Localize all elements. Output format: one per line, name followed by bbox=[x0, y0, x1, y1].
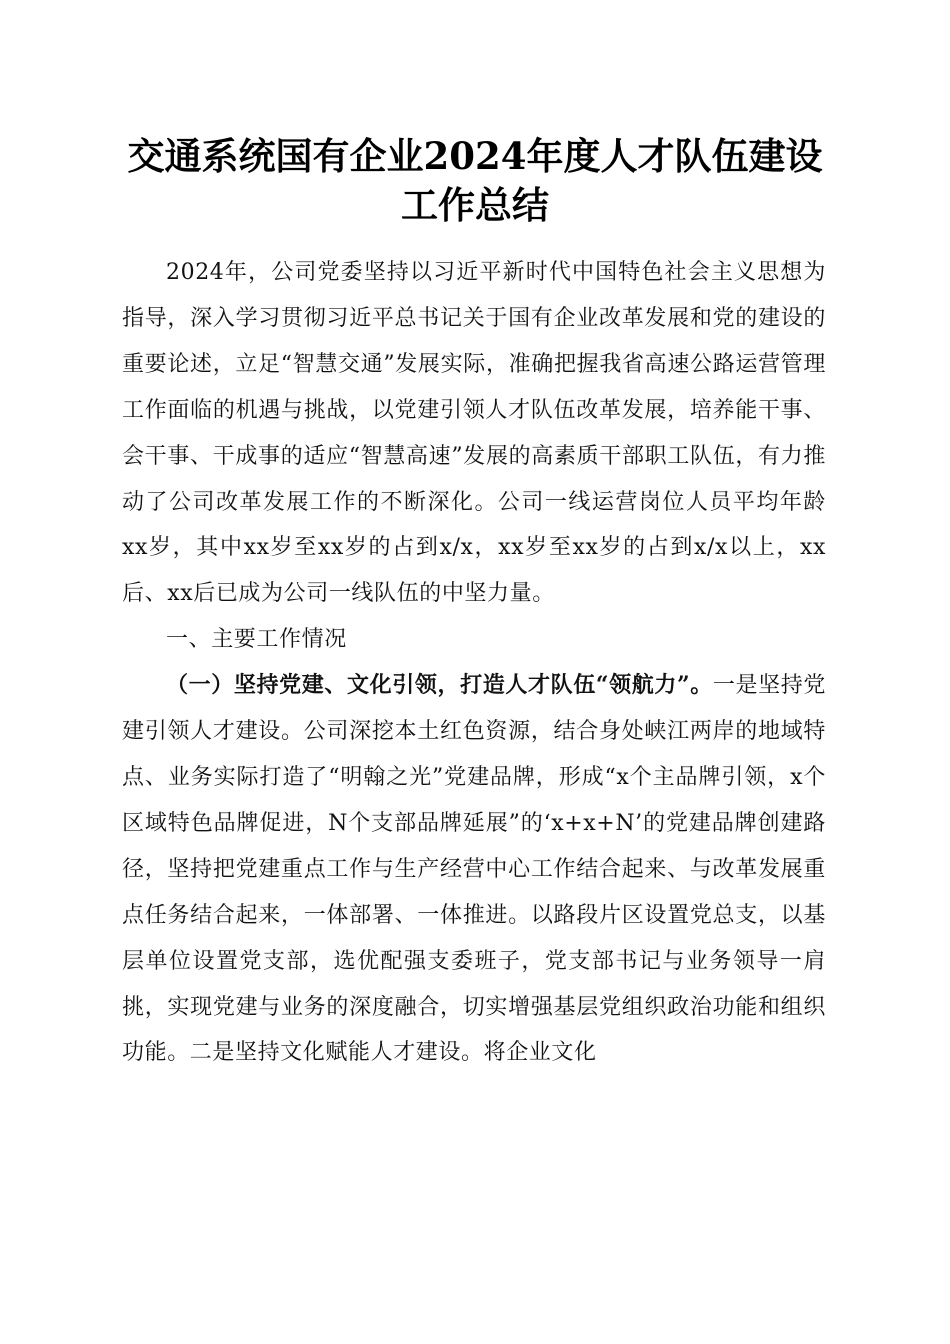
document-body bbox=[122, 250, 826, 1076]
section-heading: 一、主要工作情况 bbox=[166, 627, 347, 653]
subsection-body: 一是坚持党建引领人才建设。公司深挖本土红色资源，结合身处峡江两岸的地域特点、业务实际打造了“明翰之光”党建品牌，形成“x个主品牌引领，x个区域特色品牌促进，N个支部品牌延展”的‘x+x+N’的党建品牌创建路径，坚持把党建重点工作与生产经营中心工作结合起来、与改革发展重点任务结合起来，一体部署、一体推进。以路段片区设置党总支，以基层单位设置党支部，选优配强支委班子，党支部书记与业务领导一肩挑，实现党建与业务的深度融合，切实增强基层党组织政治功能和组织功能。二是坚持文化赋能人才建设。将企业文化 bbox=[122, 673, 826, 1066]
document-title: 交通系统国有企业2024年度人才队伍建设工作总结 bbox=[127, 134, 823, 227]
intro-paragraph: 2024年，公司党委坚持以习近平新时代中国特色社会主义思想为指导，深入学习贯彻习近平总书记关于国有企业改革发展和党的建设的重要论述，立足“智慧交通”发展实际，准确把握我省高速公路运营管理工作面临的机遇与挑战，以党建引领人才队伍改革发展，培养能干事、会干事、干成事的适应“智慧高速”发展的高素质干部职工队伍，有力推动了公司改革发展工作的不断深化。公司一线运营岗位人员平均年龄xx岁，其中xx岁至xx岁的占到x/x，xx岁至xx岁的占到x/x以上，xx后、xx后已成为公司一线队伍的中坚力量。 bbox=[122, 260, 826, 607]
subsection-heading: （一）坚持党建、文化引领，打造人才队伍“领航力”。 bbox=[166, 672, 713, 699]
subsection-paragraph bbox=[122, 663, 826, 1076]
